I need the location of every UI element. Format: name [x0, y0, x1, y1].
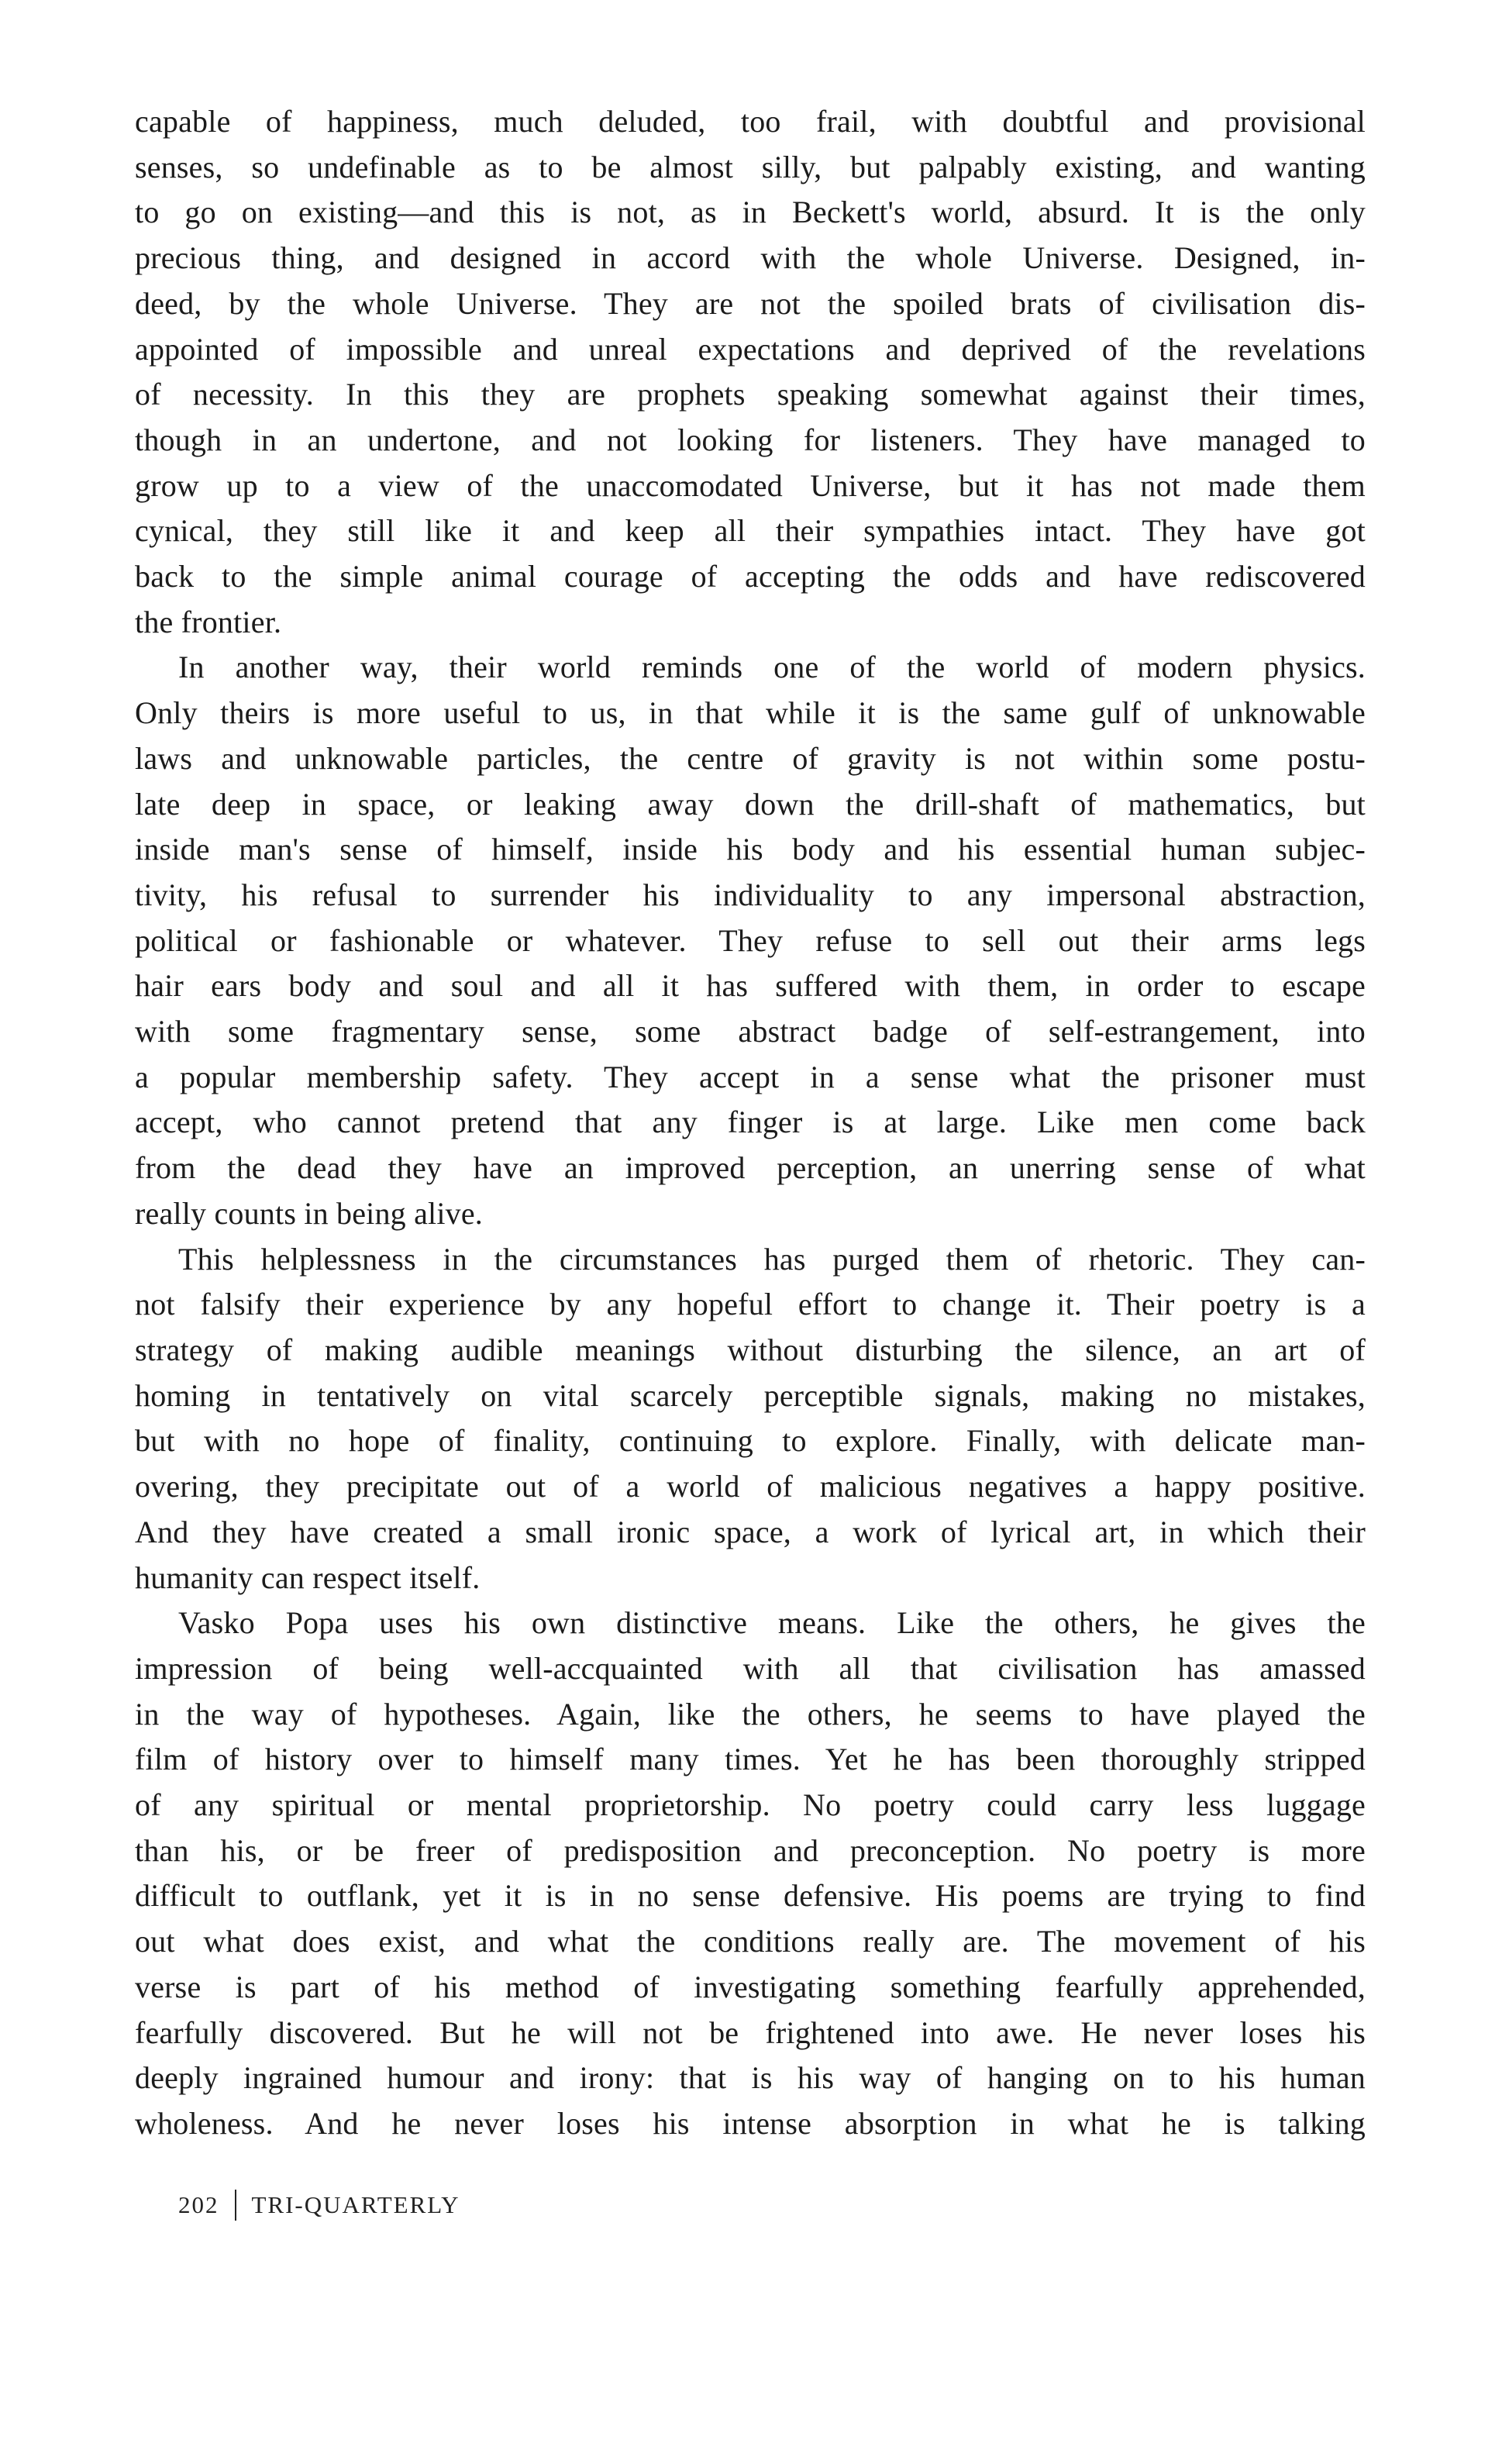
- text-line: than his, or be freer of predisposition and preconception. No poetry is more: [135, 1832, 1366, 1868]
- text-line: This helplessness in the circumstances has purged them of rhetoric. They can-: [178, 1241, 1366, 1277]
- text-line: not falsify their experience by any hopeful effort to change it. Their poetry is a: [135, 1287, 1366, 1322]
- text-line: overing, they precipitate out of a world of malicious negatives a happy positive.: [135, 1469, 1366, 1504]
- text-line: hair ears body and soul and all it has suffered with them, in order to escape: [135, 968, 1366, 1004]
- text-line: late deep in space, or leaking away down the drill-shaft of mathematics, but: [135, 786, 1366, 822]
- text-line: senses, so undefinable as to be almost silly, but palpably existing, and wanting: [135, 149, 1366, 184]
- text-line: tivity, his refusal to surrender his individuality to any impersonal abstraction,: [135, 877, 1366, 912]
- text-line: inside man's sense of himself, inside his body and his essential human subjec-: [135, 832, 1366, 867]
- text-line: grow up to a view of the unaccomodated Universe, but it has not made them: [135, 467, 1366, 503]
- text-line: wholeness. And he never loses his intense absorption in what he is talking: [135, 2105, 1366, 2141]
- text-line: back to the simple animal courage of accepting the odds and have rediscovered: [135, 559, 1366, 594]
- text-line: strategy of making audible meanings without disturbing the silence, an art of: [135, 1332, 1366, 1367]
- text-line: a popular membership safety. They accept in a sense what the prisoner must: [135, 1059, 1366, 1094]
- paragraph-4: [135, 1601, 1366, 2146]
- text-line: of any spiritual or mental proprietorship. No poetry could carry less luggage: [135, 1787, 1366, 1823]
- text-line: capable of happiness, much deluded, too frail, with doubtful and provisional: [135, 104, 1366, 139]
- text-line: though in an undertone, and not looking for listeners. They have managed to: [135, 422, 1366, 457]
- journal-title: TRI-QUARTERLY: [251, 2191, 460, 2218]
- text-line: cynical, they still like it and keep all their sympathies intact. They have got: [135, 513, 1366, 549]
- text-line: political or fashionable or whatever. They refuse to sell out their arms legs: [135, 922, 1366, 958]
- text-line: impression of being well-accquainted with all that civilisation has amassed: [135, 1650, 1366, 1686]
- text-line: but with no hope of finality, continuing to explore. Finally, with delicate man-: [135, 1423, 1366, 1459]
- text-line: deed, by the whole Universe. They are not the spoiled brats of civilisation dis-: [135, 285, 1366, 321]
- footer-divider: [235, 2190, 236, 2221]
- text-line: to go on existing—and this is not, as in Beckett's world, absurd. It is the only: [135, 195, 1366, 230]
- text-line: in the way of hypotheses. Again, like the others, he seems to have played the: [135, 1696, 1366, 1732]
- text-line: film of history over to himself many times. Yet he has been thoroughly stripped: [135, 1742, 1366, 1777]
- text-line: really counts in being alive.: [135, 1195, 484, 1231]
- text-line: And they have created a small ironic space, a work of lyrical art, in which their: [135, 1514, 1366, 1549]
- text-line: with some fragmentary sense, some abstract badge of self-estrangement, into: [135, 1014, 1366, 1049]
- text-line: precious thing, and designed in accord with the whole Universe. Designed, in-: [135, 240, 1366, 276]
- text-line: of necessity. In this they are prophets speaking somewhat against their times,: [135, 377, 1366, 412]
- text-line: humanity can respect itself.: [135, 1559, 481, 1595]
- text-line: deeply ingrained humour and irony: that is his way of hanging on to his human: [135, 2060, 1366, 2096]
- text-line: homing in tentatively on vital scarcely perceptible signals, making no mistakes,: [135, 1377, 1366, 1413]
- text-line: verse is part of his method of investigating something fearfully apprehended,: [135, 1969, 1366, 2004]
- text-line: In another way, their world reminds one of the world of modern physics.: [178, 650, 1366, 685]
- text-line: from the dead they have an improved perception, an unerring sense of what: [135, 1150, 1366, 1186]
- text-line: laws and unknowable particles, the centre of gravity is not within some postu-: [135, 740, 1366, 776]
- paragraph-2: [135, 645, 1366, 1236]
- text-line: out what does exist, and what the conditions really are. The movement of his: [135, 1924, 1366, 1959]
- paragraph-3: [135, 1237, 1366, 1601]
- page-footer: [178, 2190, 460, 2221]
- text-line: accept, who cannot pretend that any finger is at large. Like men come back: [135, 1104, 1366, 1140]
- text-line: the frontier.: [135, 604, 282, 639]
- text-line: difficult to outflank, yet it is in no sense defensive. His poems are trying to find: [135, 1878, 1366, 1914]
- page-number: 202: [178, 2191, 219, 2218]
- page-body: [135, 99, 1366, 2147]
- text-line: Only theirs is more useful to us, in that while it is the same gulf of unknowable: [135, 695, 1366, 731]
- paragraph-1: [135, 99, 1366, 645]
- text-line: fearfully discovered. But he will not be frightened into awe. He never loses his: [135, 2014, 1366, 2050]
- text-line: appointed of impossible and unreal expectations and deprived of the revelations: [135, 331, 1366, 367]
- text-line: Vasko Popa uses his own distinctive means. Like the others, he gives the: [178, 1605, 1366, 1641]
